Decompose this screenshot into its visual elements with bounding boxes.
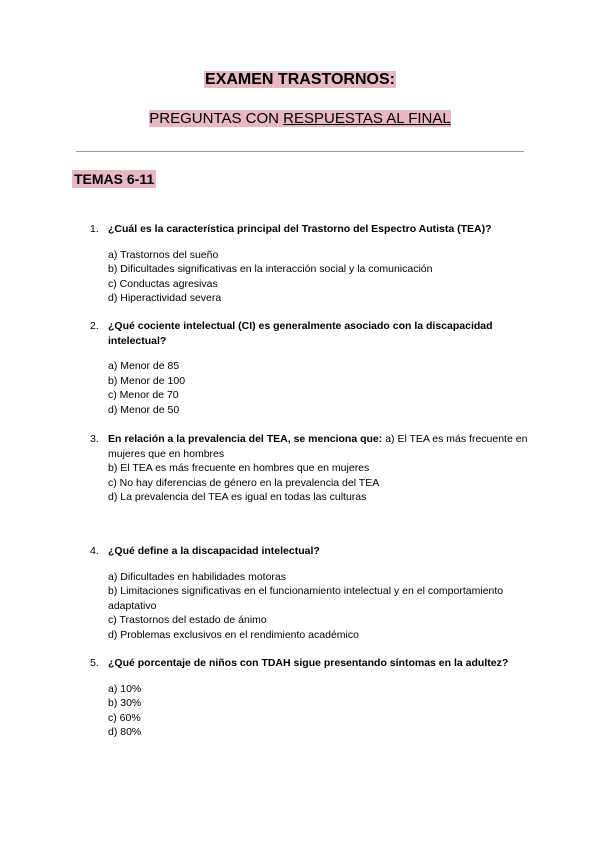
question-5: [90, 656, 530, 740]
option-d: d) 80%: [108, 726, 142, 738]
option-c: c) Conductas agresivas: [108, 277, 218, 290]
options-list: [108, 570, 530, 643]
question-line: [108, 432, 530, 461]
question-text: ¿Qué define a la discapacidad intelectual?: [108, 545, 320, 557]
page-subtitle: [0, 109, 600, 129]
option-b: b) Limitaciones significativas en el funcionamiento intelectual y en el comportamiento adaptativo: [108, 585, 504, 612]
option-d: d) La prevalencia del TEA es igual en todas las culturas: [108, 491, 367, 503]
question-number: 4.: [90, 545, 99, 557]
option-b: b) Menor de 100: [108, 374, 186, 387]
option-d: d) Hiperactividad severa: [108, 292, 222, 304]
option-a: a) El TEA es más frecuente en mujeres que en hombres: [108, 433, 528, 460]
option-a: a) 10%: [108, 682, 142, 695]
option-c: c) Trastornos del estado de ánimo: [108, 614, 267, 626]
section-heading: TEMAS 6-11: [74, 171, 155, 187]
subtitle-highlight: [149, 110, 450, 127]
option-c: c) 60%: [108, 711, 141, 724]
option-d: d) Problemas exclusivos en el rendimiento académico: [108, 628, 359, 641]
question-text: ¿Qué porcentaje de niños con TDAH sigue presentando síntomas en la adultez?: [108, 657, 509, 669]
option-d: d) Menor de 50: [108, 403, 180, 416]
options-list: [108, 682, 530, 740]
option-b: b) 30%: [108, 697, 142, 709]
option-a: a) Dificultades en habilidades motoras: [108, 570, 287, 583]
subtitle-part2: RESPUESTAS AL FINAL: [283, 110, 451, 127]
question-2: [90, 319, 530, 417]
horizontal-divider: [76, 151, 524, 152]
question-number: 2.: [90, 320, 99, 332]
question-text: ¿Qué cociente intelectual (CI) es generalmente asociado con la discapacidad intelectual?: [108, 320, 493, 347]
question-number: 3.: [90, 433, 99, 445]
option-b: b) El TEA es más frecuente en hombres que en mujeres: [108, 462, 370, 474]
question-4: [90, 544, 530, 642]
question-3: [90, 432, 530, 505]
question-1: [90, 222, 530, 306]
option-a: a) Trastornos del sueño: [108, 248, 219, 261]
question-text: En relación a la prevalencia del TEA, se menciona que:: [108, 433, 383, 445]
option-c: c) No hay diferencias de género en la prevalencia del TEA: [108, 476, 380, 489]
question-number: 5.: [90, 657, 99, 669]
page-title-text: EXAMEN TRASTORNOS:: [205, 71, 395, 88]
options-list: [108, 461, 530, 505]
page-title: [0, 70, 600, 90]
option-c: c) Menor de 70: [108, 389, 179, 401]
question-number: 1.: [90, 223, 99, 235]
option-a: a) Menor de 85: [108, 360, 180, 372]
question-text: ¿Cuál es la característica principal del Trastorno del Espectro Autista (TEA)?: [108, 223, 492, 235]
options-list: [108, 248, 530, 306]
option-b: b) Dificultades significativas en la interacción social y la comunicación: [108, 263, 433, 275]
options-list: [108, 359, 530, 417]
subtitle-part1: PREGUNTAS CON: [149, 110, 284, 127]
